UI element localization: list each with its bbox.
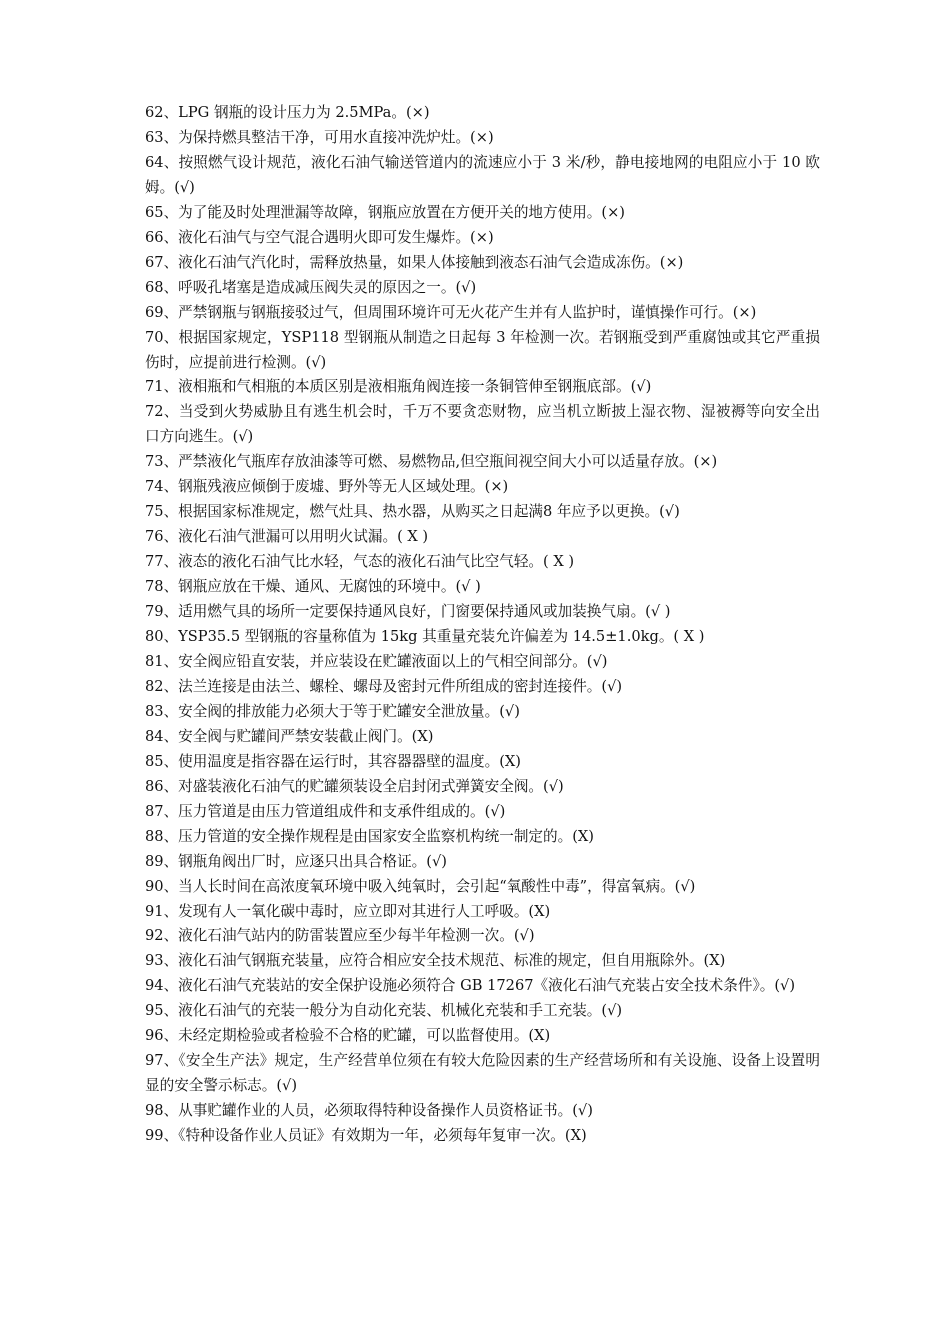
list-item: 69、严禁钢瓶与钢瓶接驳过气，但周围环境许可无火花产生并有人监护时，谨慎操作可行。(×) xyxy=(145,303,757,321)
list-item: 62、LPG 钢瓶的设计压力为 2.5MPa。(×) xyxy=(145,104,430,121)
list-item: 70、根据国家规定，YSP118 型钢瓶从制造之日起每 3 年检测一次。若钢瓶受到严重腐蚀或其它严重损伤时，应提前进行检测。(√) xyxy=(145,328,820,371)
list-item: 66、液化石油气与空气混合遇明火即可发生爆炸。(×) xyxy=(145,228,494,246)
list-item: 67、液化石油气汽化时，需释放热量，如果人体接触到液态石油气会造成冻伤。(×) xyxy=(145,253,684,271)
list-item: 72、当受到火势威胁且有逃生机会时，千万不要贪恋财物，应当机立断披上湿衣物、湿被褥等向安全出口方向逃生。(√) xyxy=(145,403,820,446)
list-item: 94、液化石油气充装站的安全保护设施必须符合 GB 17267《液化石油气充装占安全技术条件》。(√) xyxy=(145,977,796,995)
list-item: 64、按照燃气设计规范，液化石油气输送管道内的流速应小于 3 米/秒，静电接地网的电阻应小于 10 欧姆。(√) xyxy=(145,153,820,196)
list-item: 92、液化石油气站内的防雷装置应至少每半年检测一次。(√) xyxy=(145,927,535,945)
list-item: 82、法兰连接是由法兰、螺栓、螺母及密封元件所组成的密封连接件。(√) xyxy=(145,677,623,695)
list-item: 71、液相瓶和气相瓶的本质区别是液相瓶角阀连接一条铜管伸至钢瓶底部。(√) xyxy=(145,378,652,396)
list-item: 99、《特种设备作业人员证》有效期为一年，必须每年复审一次。(X) xyxy=(145,1127,587,1145)
list-item: 77、液态的液化石油气比水轻，气态的液化石油气比空气轻。( X ) xyxy=(145,553,575,571)
list-item: 81、安全阀应铅直安装，并应装设在贮罐液面以上的气相空间部分。(√) xyxy=(145,652,608,670)
list-item: 80、YSP35.5 型钢瓶的容量称值为 15kg 其重量充装允许偏差为 14.5±1.0kg。( X ) xyxy=(145,628,705,646)
question-list xyxy=(145,101,820,1149)
list-item: 96、未经定期检验或者检验不合格的贮罐，可以监督使用。(X) xyxy=(145,1027,551,1045)
list-item: 87、压力管道是由压力管道组成件和支承件组成的。(√) xyxy=(145,802,506,820)
list-item: 97、《安全生产法》规定，生产经营单位须在有较大危险因素的生产经营场所和有关设施、设备上设置明显的安全警示标志。(√) xyxy=(145,1052,820,1095)
list-item: 73、严禁液化气瓶库存放油漆等可燃、易燃物品,但空瓶间视空间大小可以适量存放。(×) xyxy=(145,453,718,471)
list-item: 84、安全阀与贮罐间严禁安装截止阀门。(X) xyxy=(145,727,434,745)
list-item: 91、发现有人一氧化碳中毒时，应立即对其进行人工呼吸。(X) xyxy=(145,902,551,920)
list-item: 88、压力管道的安全操作规程是由国家安全监察机构统一制定的。(X) xyxy=(145,827,594,845)
list-item: 89、钢瓶角阀出厂时，应逐只出具合格证。(√) xyxy=(145,852,447,870)
list-item: 78、钢瓶应放在干燥、通风、无腐蚀的环境中。(√ ) xyxy=(145,578,481,596)
list-item: 90、当人长时间在高浓度氧环境中吸入纯氧时，会引起“氧酸性中毒”，得富氧病。(√) xyxy=(145,877,696,895)
list-item: 74、钢瓶残液应倾倒于废墟、野外等无人区域处理。(×) xyxy=(145,478,509,496)
list-item: 79、适用燃气具的场所一定要保持通风良好，门窗要保持通风或加装换气扇。(√ ) xyxy=(145,603,671,621)
list-item: 75、根据国家标准规定，燃气灶具、热水器，从购买之日起满8 年应予以更换。(√) xyxy=(145,503,680,521)
list-item: 93、液化石油气钢瓶充装量，应符合相应安全技术规范、标准的规定，但自用瓶除外。(X) xyxy=(145,952,726,970)
list-item: 98、从事贮罐作业的人员，必须取得特种设备操作人员资格证书。(√) xyxy=(145,1102,593,1120)
list-item: 76、液化石油气泄漏可以用明火试漏。( X ) xyxy=(145,528,429,546)
list-item: 65、为了能及时处理泄漏等故障，钢瓶应放置在方便开关的地方使用。(×) xyxy=(145,203,626,221)
list-item: 63、为保持燃具整洁干净，可用水直接冲洗炉灶。(×) xyxy=(145,128,494,146)
list-item: 83、安全阀的排放能力必须大于等于贮罐安全泄放量。(√) xyxy=(145,702,520,720)
list-item: 95、液化石油气的充装一般分为自动化充装、机械化充装和手工充装。(√) xyxy=(145,1002,623,1020)
list-item: 86、对盛装液化石油气的贮罐须装设全启封闭式弹簧安全阀。(√) xyxy=(145,777,564,795)
list-item: 68、呼吸孔堵塞是造成减压阀失灵的原因之一。(√) xyxy=(145,278,477,296)
list-item: 85、使用温度是指容器在运行时，其容器器壁的温度。(X) xyxy=(145,752,522,770)
